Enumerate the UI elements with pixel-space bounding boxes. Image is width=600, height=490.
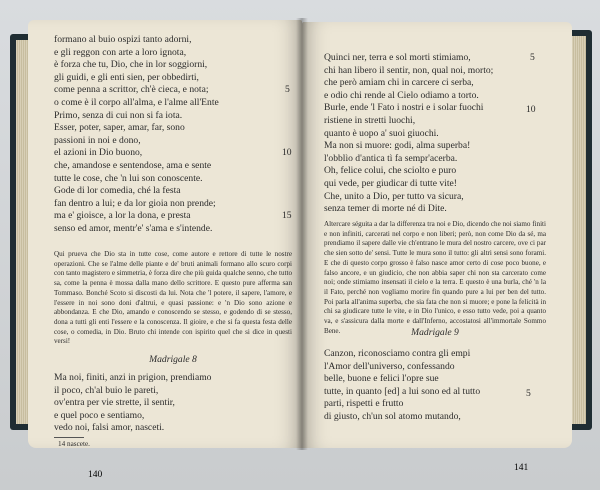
verse-line: fan dentro a lui; e da lor gioia non prende; bbox=[54, 197, 216, 209]
verse-line: o come è il corpo all'alma, e l'alme all'Ente bbox=[54, 96, 219, 108]
verse-line: il poco, ch'al buio le pareti, bbox=[54, 384, 159, 396]
verse-line: di giusto, ch'un sol atomo mutando, bbox=[324, 410, 461, 422]
verse-line: qui vede, per giudicar di tutte vite! bbox=[324, 177, 457, 189]
line-number: 5 bbox=[526, 388, 531, 399]
line-number: 5 bbox=[530, 52, 535, 63]
verse-line: Burle, ende 'l Fato i nostri e i solar fuochi bbox=[324, 102, 484, 114]
verse-line: è forza che tu, Dio, che in lor soggiorni, bbox=[54, 59, 208, 71]
verse-line: senza temer di morte né di Dite. bbox=[324, 203, 447, 215]
verse-line: Esser, poter, saper, amar, far, sono bbox=[54, 122, 185, 134]
verse-line: chi han libero il sentir, non, qual noi, morto; bbox=[324, 64, 494, 76]
verse-line: ov'entra per vie strette, il sentir, bbox=[54, 397, 175, 409]
page-edges-right bbox=[572, 36, 586, 424]
verse-line: Canzon, riconosciamo contra gli empi bbox=[324, 348, 471, 359]
verse-line: Che, unito a Dio, per tutto va sicura, bbox=[324, 190, 464, 202]
verse-line: Primo, senza di cui non si fa iota. bbox=[54, 109, 183, 121]
verse-line: che però amiam chi in carcere ci serba, bbox=[324, 77, 474, 89]
footnote: 14 nascete. bbox=[58, 440, 90, 448]
verse-line: senso ed amor, mentr'e' s'ama e s'intende. bbox=[54, 222, 213, 234]
right-section-heading: Madrigale 9 bbox=[411, 327, 459, 338]
verse-line: gli guidi, e gli enti sien, per obbedirti, bbox=[54, 71, 199, 83]
verse-line: vedo noi, falsi amor, nasceti. bbox=[54, 422, 165, 434]
verse-line: l'Amor dell'universo, confessando bbox=[324, 360, 455, 372]
verse-line: l'obblìo d'antica tì fa sempr'acerba. bbox=[324, 152, 458, 164]
right-page bbox=[302, 22, 572, 448]
verse-line: tutte le cose, che 'n lui son conoscente. bbox=[54, 172, 203, 184]
line-number: 15 bbox=[282, 210, 292, 221]
verse-line: Quinci ner, terra e sol morti stimiamo, bbox=[324, 52, 471, 63]
verse-line: ma e' gioisce, a lor la dona, e presta bbox=[54, 210, 191, 222]
verse-line: formano al buio ospizi tanto adorni, bbox=[54, 34, 192, 45]
verse-line: Oh, felice colui, che sciolto e puro bbox=[324, 165, 457, 177]
left-verse-block-a bbox=[54, 34, 219, 236]
verse-line: che, amandose e sentendose, ama e sente bbox=[54, 159, 212, 171]
verse-line: belle, buone e felici l'opre sue bbox=[324, 373, 439, 385]
verse-line: e gli reggon con arte a loro ignota, bbox=[54, 46, 187, 58]
verse-line: Ma noi, finiti, anzi in prigion, prendiamo bbox=[54, 372, 212, 383]
verse-line: Ma non si muore: godi, alma superba! bbox=[324, 140, 471, 152]
right-verse-block-a bbox=[324, 52, 493, 216]
left-commentary: Qui prueva che Dio sta in tutte cose, come autore e rettore di tutte le nostre operazioni. Che se l'alme delle piante e de' bruti animali formano allo scuro corpi con tanto magistero e simmetria, è forza dire che più guida qualche senno, che tutto sa, come la penna è mossa dalla mano dello scrittore. E questo pure afferma san Tommaso. Bonché Scoto si discosti da lui. Nota che 'l potere, il sapere, l'amore, e l'essere in noi sono doni d'altrui, e quasi passione: e 'n Dio sono azione e abbondanza. E che Dio, amando e conoscendo se stesso, e godendo di se stesso, dona a tutti gli enti l'essere e la conoscenza. Il gioire, e che si fa questa festa delle cose, o comedia, in Dio. Bruto chi intende con ispirito quel che si dice in questi versi! bbox=[54, 250, 292, 346]
book-gutter bbox=[296, 18, 308, 450]
verse-line: parti, rispetti e frutto bbox=[324, 398, 404, 410]
verse-line: come penna a scrittor, ch'è cieca, e nota; bbox=[54, 84, 209, 96]
page-number-left: 140 bbox=[88, 470, 103, 480]
line-number: 5 bbox=[285, 84, 290, 95]
verse-line: tutte, in quanto [ed] a lui sono ed al tutto bbox=[324, 385, 481, 397]
left-verse-block-b bbox=[54, 372, 211, 435]
verse-line: passioni in noi e dono, bbox=[54, 134, 141, 146]
verse-line: ristiene in stretti luochi, bbox=[324, 114, 416, 126]
page-number-right: 141 bbox=[514, 463, 529, 473]
footnote-rule bbox=[54, 437, 84, 438]
verse-line: e odio chi rende al Cielo odiamo a torto. bbox=[324, 89, 479, 101]
right-verse-block-b bbox=[324, 348, 480, 424]
left-page bbox=[28, 20, 302, 448]
left-section-heading: Madrigale 8 bbox=[149, 354, 197, 365]
verse-line: Gode di lor comedia, ché la festa bbox=[54, 185, 181, 197]
line-number: 10 bbox=[282, 147, 292, 158]
verse-line: el azioni in Dio buono, bbox=[54, 147, 143, 159]
verse-line: quanto è uopo a' suoi giuochi. bbox=[324, 127, 439, 139]
verse-line: e quel poco e sentiamo, bbox=[54, 409, 145, 421]
line-number: 10 bbox=[526, 104, 536, 115]
right-commentary: Altercare séguita a dar la differenza tra noi e Dio, dicendo che noi siamo finiti e non infiniti, carcerati nel corpo e non liberi; però, non come Dio da sé, ma prendiamo il sapere dalle vie ch'entrano le mura del nostro carcere, ove ci par che sien sotto de' sensi. Tutte le mura sono il tutto: gli altri sensi sono forami. E che di questo corpo grosso è falso nasce amor certo di cose poco buone, e falso ancore, e un giudicio, che non abbia saper chi non sta carcerato come noi; onde stimiamo insensati il cielo e la terra. E questo è una burla, ché 'n la il Fato, perché non vogliamo morire fin quando pure a lui per ben del tutto. Poi parla all'anima superba, che sia fata che non si muore; e pone la felicità in chi sa giudicare tutte le vite, e in Dio l'unico, e esso tutto vede, poi a quanto va, e s'assicura dalla morte e dall'Inferno, accostatosi all'immortale Sommo Bene. bbox=[324, 220, 546, 335]
